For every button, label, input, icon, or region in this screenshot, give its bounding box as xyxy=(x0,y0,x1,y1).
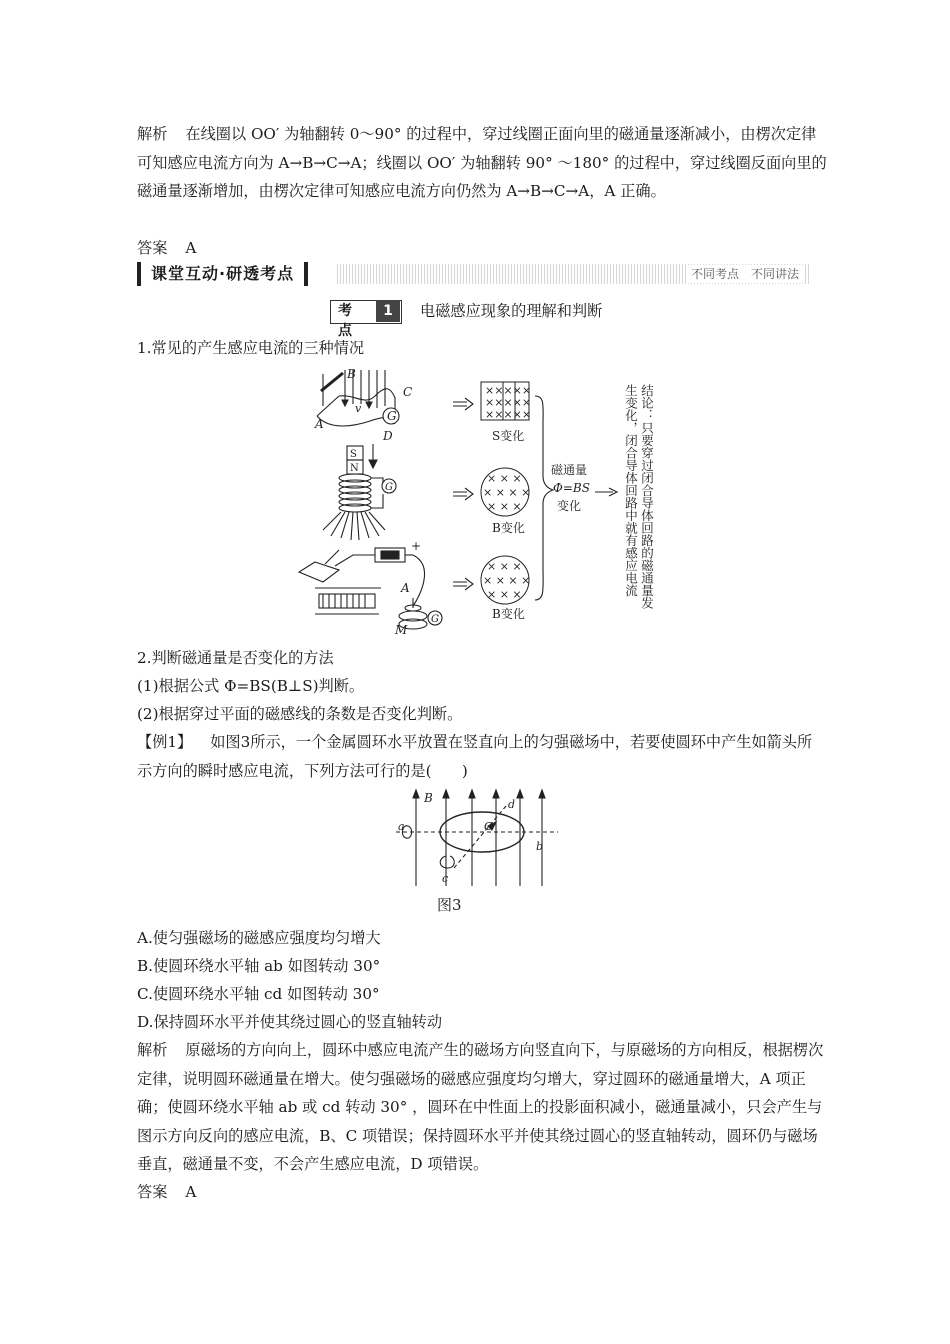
induction-cases-diagram xyxy=(295,366,675,636)
fig3-label-B: B xyxy=(424,791,433,805)
label-D: D xyxy=(383,429,393,443)
fig3-label-b: b xyxy=(536,840,544,853)
answer-line-2 xyxy=(137,1178,827,1207)
svg-text:× × × ×: × × × × xyxy=(483,574,531,587)
answer-line-1 xyxy=(137,234,827,263)
answer-label-2: 答案 xyxy=(137,1183,168,1201)
label-A: A xyxy=(315,417,324,431)
case-magnet-coil xyxy=(323,444,396,540)
svg-text:×××××: ××××× xyxy=(485,396,532,409)
analysis-text-2: 原磁场的方向向上，圆环中感应电流产生的磁场方向竖直向下，与原磁场的方向相反，根据楞次定律，说明圆环磁通量在增大。使匀强磁场的磁感应强度均匀增大，穿过圆环的磁通量增大，A 项正确；使圆环绕水平轴 ab 或 cd 转动 30° ，圆环在中性面上的投影面积减小，磁通量减小，只会产生与图示方向反向的感应电流，B、C 项错误；保持圆环水平并使其绕过圆心的竖直轴转动，圆环仍与磁场垂直，磁通量不变，不会产生感应电流，D 项错误。 xyxy=(137,1041,824,1173)
analysis-paragraph-1 xyxy=(137,120,827,206)
rotation-arrow-cd xyxy=(440,856,454,868)
label-A2: A xyxy=(401,581,410,595)
section-banner xyxy=(137,262,811,286)
example-label: 【例1】 xyxy=(137,733,193,751)
label-C: C xyxy=(403,385,413,399)
case-rheostat-circuit xyxy=(299,539,442,636)
banner-subtitle: 不同考点 不同讲法 xyxy=(687,265,803,283)
svg-text:× × ×: × × × xyxy=(487,560,522,573)
conclusion-text xyxy=(624,383,655,609)
svg-text:× × × ×: × × × × xyxy=(483,486,531,499)
panel1-caption: S变化 xyxy=(492,429,525,443)
method-1: (1)根据公式 Φ=BS(B⊥S)判断。 xyxy=(137,677,365,695)
option-b: B.使圆环绕水平轴 ab 如图转动 30° xyxy=(137,957,381,975)
answer-label: 答案 xyxy=(137,239,168,257)
svg-text:×××××: ××××× xyxy=(485,384,532,397)
panel2-caption: B变化 xyxy=(492,521,525,535)
fig3-label-c: c xyxy=(442,872,449,885)
label-B: B xyxy=(347,367,356,381)
conclusion-col-1: 结论：只要穿过闭合导体回路的磁通量发 xyxy=(639,384,655,609)
analysis-text: 在线圈以 OO′ 为轴翻转 0～90° 的过程中，穿过线圈正面向里的磁通量逐渐减小，由楞次定律可知感应电流方向为 A→B→C→A；线圈以 OO′ 为轴翻转 90° ～180° 的过程中，穿过线圈反面向里的磁通量逐渐增加，由楞次定律可知感应电流方向仍然为 A→B→C→A，A 正确。 xyxy=(137,125,827,200)
analysis-paragraph-2 xyxy=(137,1036,827,1179)
figure-3 xyxy=(392,786,562,888)
label-M: M xyxy=(395,623,408,636)
panel-field-change-2 xyxy=(481,556,530,621)
answer-value-2: A xyxy=(185,1183,197,1201)
galvanometer-label-3: G xyxy=(431,614,439,625)
analysis-label: 解析 xyxy=(137,125,168,143)
case-rod-on-rails xyxy=(314,367,412,443)
analysis-label-2: 解析 xyxy=(137,1041,168,1059)
example-paragraph xyxy=(137,728,827,785)
option-d: D.保持圆环水平并使其绕过圆心的竖直轴转动 xyxy=(137,1013,443,1031)
conclusion-col-2: 生变化，闭合导体回路中就有感应电流 xyxy=(623,384,639,597)
galvanometer-label-2: G xyxy=(385,482,393,493)
right-arrows xyxy=(453,398,473,590)
brace xyxy=(535,396,553,600)
panel-area-change xyxy=(481,382,531,443)
fig3-label-O: O xyxy=(484,820,494,833)
label-v: v xyxy=(355,402,362,415)
option-a: A.使匀强磁场的磁感应强度均匀增大 xyxy=(137,929,381,947)
kaodian-title: 电磁感应现象的理解和判断 xyxy=(420,302,603,320)
kaodian-label: 考点 xyxy=(338,303,352,339)
answer-value: A xyxy=(185,239,197,257)
svg-text:× × ×: × × × xyxy=(487,472,522,485)
brace-line-3: 变化 xyxy=(557,499,582,513)
section-heading-2: 2.判断磁通量是否变化的方法 xyxy=(137,649,334,667)
figure-3-caption: 图3 xyxy=(437,896,462,914)
svg-text:× × ×: × × × xyxy=(487,500,522,513)
brace-text xyxy=(551,463,590,513)
axis-cd xyxy=(454,806,506,868)
label-N: N xyxy=(350,463,359,474)
galvanometer-label: G xyxy=(387,409,397,423)
brace-line-2: Φ=BS xyxy=(553,481,590,495)
kaodian-number: 1 xyxy=(376,300,400,322)
svg-text:× × ×: × × × xyxy=(487,588,522,601)
example-text: 如图3所示，一个金属圆环水平放置在竖直向上的匀强磁场中，若要使圆环中产生如箭头所示方向的瞬时感应电流，下列方法可行的是( ) xyxy=(137,733,813,780)
label-S: S xyxy=(350,449,357,460)
label-plus: + xyxy=(411,539,422,553)
fig3-label-a: a xyxy=(398,820,405,833)
banner-title: 课堂互动·研透考点 xyxy=(137,262,308,286)
brace-line-1: 磁通量 xyxy=(551,463,588,477)
panel-field-change-1 xyxy=(481,468,530,535)
panel3-caption: B变化 xyxy=(492,607,525,621)
method-2: (2)根据穿过平面的磁感线的条数是否变化判断。 xyxy=(137,705,463,723)
option-c: C.使圆环绕水平轴 cd 如图转动 30° xyxy=(137,985,380,1003)
fig3-label-d: d xyxy=(508,798,516,811)
section-heading-1: 1.常见的产生感应电流的三种情况 xyxy=(137,339,365,357)
svg-text:×××××: ××××× xyxy=(485,408,532,421)
